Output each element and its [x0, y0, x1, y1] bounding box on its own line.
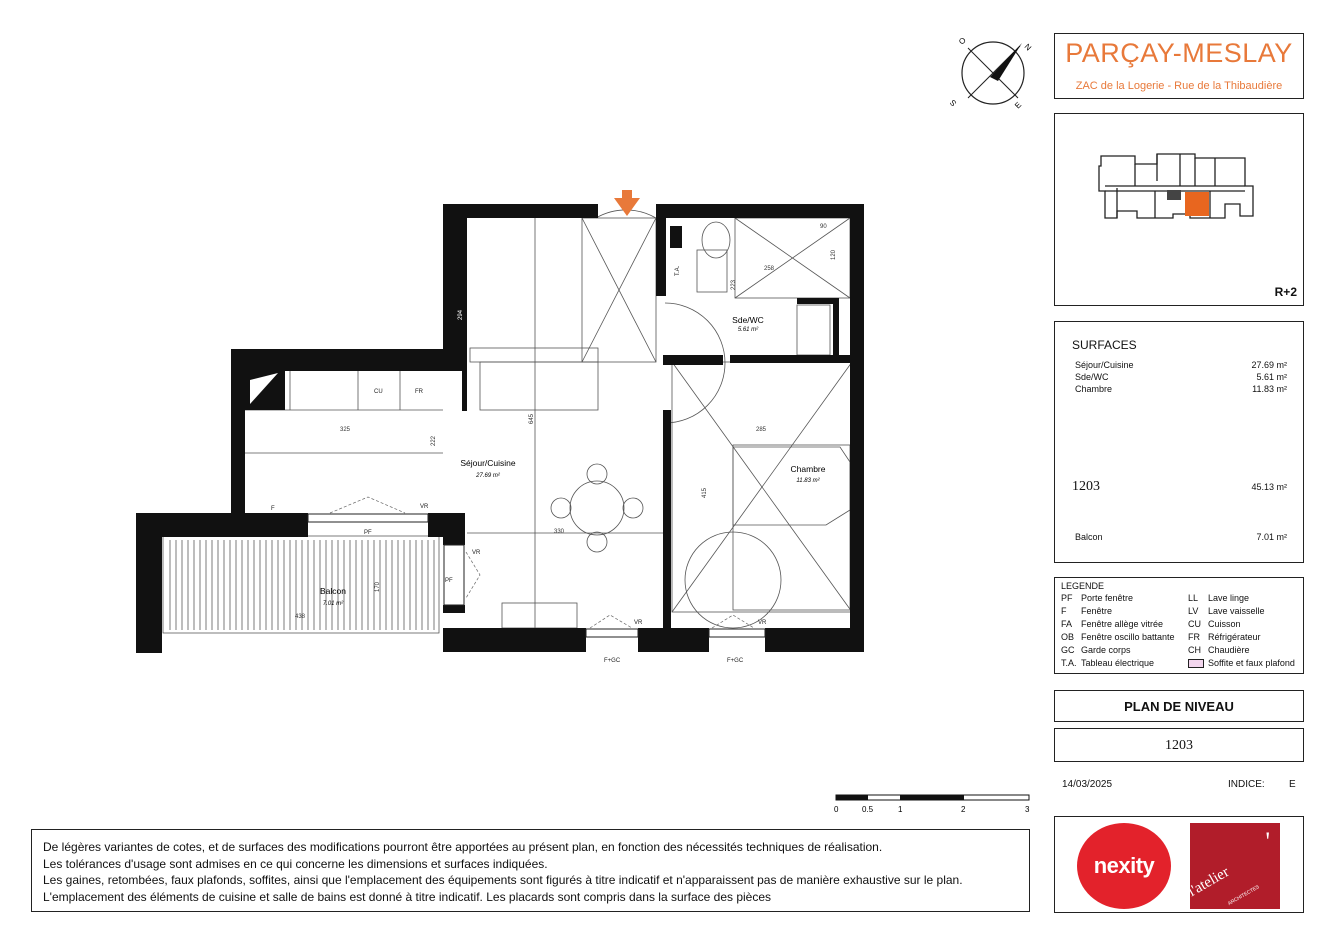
- surface-row: [1075, 384, 1287, 394]
- mark-vr-2: VR: [472, 550, 481, 556]
- mark-vr-4: VR: [758, 620, 767, 626]
- nexity-logo-text: nexity: [1093, 853, 1155, 878]
- room-area-sde: 5.61 m²: [737, 327, 759, 333]
- legend-item: T.A. Tableau électrique: [1061, 658, 1155, 668]
- surface-room-area: 11.83 m²: [1252, 384, 1287, 394]
- scale-label: 0: [834, 805, 839, 814]
- surface-total-row: [1072, 479, 1287, 495]
- mark-fgc-2: F+GC: [727, 658, 744, 664]
- key-plan-highlight: [1185, 192, 1209, 216]
- dim-258: 258: [764, 266, 775, 272]
- plan-label: PLAN DE NIVEAU: [1124, 699, 1234, 714]
- legend-item: PF Porte fenêtre: [1061, 593, 1134, 603]
- mark-f: F: [271, 506, 275, 512]
- surface-room-name: Séjour/Cuisine: [1075, 360, 1134, 370]
- surface-room-area: 5.61 m²: [1256, 372, 1287, 382]
- scale-label: 0.5: [862, 805, 874, 814]
- disclaimer-line: Les gaines, retombées, faux plafonds, soffites, ainsi que l'emplacement des équipements sont figurés à titre indicatif et n'apparaissent pas de manière exhaustive sur le plan.: [43, 873, 963, 887]
- surface-lot-number: 1203: [1072, 479, 1100, 494]
- surface-room-name: Chambre: [1075, 384, 1113, 394]
- key-plan-box: [1054, 113, 1304, 306]
- compass-e: E: [1013, 100, 1024, 111]
- lot-number: 1203: [1165, 738, 1193, 753]
- mark-ta: T.A.: [675, 265, 681, 276]
- room-area-balcon: 7.01 m²: [322, 601, 344, 607]
- project-address: ZAC de la Logerie - Rue de la Thibaudière: [1075, 80, 1283, 92]
- legend-item: LV Lave vaisselle: [1188, 606, 1265, 616]
- mark-vr-3: VR: [634, 620, 643, 626]
- dim-285: 285: [756, 427, 767, 433]
- disclaimer-box: [31, 829, 1030, 912]
- lot-number-box: [1054, 728, 1304, 762]
- plan-date: 14/03/2025: [1062, 779, 1113, 790]
- room-label-chambre: Chambre: [790, 464, 826, 474]
- surface-row: [1075, 360, 1287, 370]
- plan-label-box: [1054, 690, 1304, 722]
- legend-item: OB Fenêtre oscillo battante: [1061, 632, 1175, 642]
- dim-645: 645: [529, 413, 535, 424]
- level-label: R+2: [1274, 285, 1297, 299]
- dim-222: 222: [431, 435, 437, 446]
- dim-120: 120: [831, 249, 837, 260]
- mark-fgc-1: F+GC: [604, 658, 621, 664]
- surfaces-title: SURFACES: [1072, 338, 1137, 352]
- surfaces-box: [1054, 321, 1304, 563]
- disclaimer-line: Les tolérances d'usage sont admises en ce qui concerne les dimensions et surfaces indiquées.: [43, 856, 548, 871]
- legend-item: CU Cuisson: [1188, 619, 1241, 629]
- compass-rose: [948, 35, 1034, 112]
- mark-vr-1: VR: [420, 504, 429, 510]
- room-label-sde: Sde/WC: [732, 315, 764, 325]
- disclaimer-line: De légères variantes de cotes, et de surfaces des modifications pourront être apportées au présent plan, en fonction des nécessités techniques de réalisation.: [43, 840, 883, 854]
- project-name: PARÇAY-MESLAY: [1065, 38, 1293, 68]
- legend-item: LL Lave linge: [1188, 593, 1250, 603]
- compass-s: S: [948, 97, 959, 108]
- north-arrow-icon: [990, 43, 1022, 81]
- dim-438: 438: [295, 614, 306, 620]
- legend-box: [1054, 577, 1304, 674]
- surface-balcony-label: Balcon: [1075, 532, 1103, 542]
- soffit-swatch: [1188, 659, 1204, 668]
- scale-label: 2: [961, 805, 966, 814]
- legend-item: FA Fenêtre allège vitrée: [1061, 619, 1164, 629]
- atelier-logo-mark: ': [1265, 827, 1270, 856]
- scale-bar: [830, 792, 1035, 818]
- dim-330: 330: [554, 529, 565, 535]
- disclaimer-line: L'emplacement des éléments de cuisine et salle de bains est donné à titre indicatif. Les placards sont compris dans la surface des pièces: [43, 889, 772, 904]
- surface-row: [1075, 372, 1287, 382]
- mark-cu: CU: [374, 389, 383, 395]
- room-label-sejour: Séjour/Cuisine: [460, 458, 516, 468]
- entrance-arrow-icon: [614, 190, 640, 216]
- key-plan-thumbnail: [1095, 146, 1265, 231]
- atelier-logo: [1185, 823, 1280, 909]
- indice-value: E: [1289, 779, 1296, 790]
- dim-294: 294: [458, 309, 464, 320]
- project-title-box: [1054, 33, 1304, 99]
- indice-label: INDICE:: [1228, 779, 1265, 790]
- compass-n: N: [1022, 42, 1034, 53]
- room-area-chambre: 11.83 m²: [796, 478, 820, 484]
- compass-o: O: [957, 35, 968, 47]
- legend-item: GC Garde corps: [1061, 645, 1131, 655]
- surface-balcony-row: [1075, 532, 1287, 542]
- legend-item: F Fenêtre: [1061, 606, 1113, 616]
- mark-fr: FR: [415, 389, 423, 395]
- atelier-logo-text: l'atelier: [1185, 864, 1232, 901]
- legend-title: LEGENDE: [1061, 581, 1105, 591]
- mark-pf-top: PF: [364, 530, 372, 536]
- surface-room-name: Sde/WC: [1075, 372, 1109, 382]
- scale-label: 1: [898, 805, 903, 814]
- dim-90: 90: [820, 224, 827, 230]
- surface-room-area: 27.69 m²: [1251, 360, 1287, 370]
- scale-label: 3: [1025, 805, 1030, 814]
- dim-170: 170: [375, 581, 381, 592]
- legend-item: CH Chaudière: [1188, 645, 1250, 655]
- room-area-sejour: 27.69 m²: [476, 473, 500, 479]
- surface-total: 45.13 m²: [1251, 482, 1287, 492]
- surface-balcony-area: 7.01 m²: [1256, 532, 1287, 542]
- mark-pf-side: PF: [445, 578, 453, 584]
- nexity-logo: [1077, 823, 1171, 909]
- atelier-logo-subtext: ARCHITECTES: [1227, 884, 1261, 907]
- legend-item: Soffite et faux plafond: [1188, 658, 1295, 668]
- dim-223: 223: [731, 279, 737, 290]
- logo-box: [1054, 816, 1304, 913]
- legend-item: FR Réfrigérateur: [1188, 632, 1261, 642]
- dim-325: 325: [340, 427, 351, 433]
- room-label-balcon: Balcon: [320, 586, 346, 596]
- dim-415: 415: [702, 487, 708, 498]
